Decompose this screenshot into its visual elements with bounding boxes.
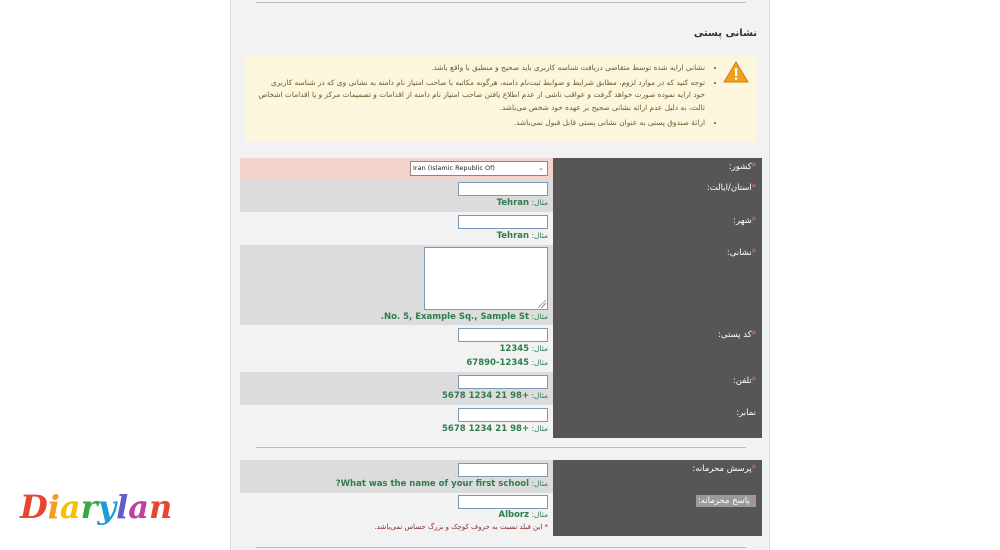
fax-input[interactable] (458, 408, 548, 422)
resize-grip-icon[interactable] (538, 300, 546, 308)
phone-label: *تلفن: (732, 376, 756, 386)
province-input[interactable] (458, 182, 548, 196)
case-insensitive-note: * این فیلد نسبت به حروف کوچک و بزرگ حساس نمی‌باشد. (374, 523, 548, 531)
warning-list (257, 62, 717, 132)
phone-example: مثال: +98 21 1234 5678 (442, 391, 548, 401)
city-label: *شهر: (733, 216, 756, 226)
diarylan-logo: Diarylan (20, 488, 173, 526)
chevron-down-icon: ⌄ (538, 164, 544, 172)
warning-triangle-icon (723, 61, 749, 83)
security-answer-example: مثال: Alborz (498, 510, 548, 520)
label-column (553, 460, 762, 536)
security-question-example: مثال: What was the name of your first school? (335, 479, 548, 489)
postal-code-input[interactable] (458, 328, 548, 342)
fax-row (240, 405, 553, 438)
warning-item: • ارائهٔ صندوق پستی به عنوان نشانی پستی قابل قبول نمی‌باشد. (257, 117, 705, 129)
warning-item: • نشانی ارایه شده توسط متقاضی دریافت شناسه کاربری باید صحیح و منطبق با واقع باشد. (257, 62, 705, 74)
province-label: *استان/ایالت: (706, 183, 756, 193)
city-row (240, 212, 553, 245)
province-example: مثال: Tehran (496, 198, 548, 208)
postal-code-label: *کد پستی: (718, 330, 756, 340)
phone-row (240, 372, 553, 405)
security-question-input[interactable] (458, 463, 548, 477)
security-question-label: *پرسش محرمانه: (692, 464, 756, 474)
phone-input[interactable] (458, 375, 548, 389)
security-form (240, 460, 762, 536)
address-label: *نشانی: (726, 248, 756, 258)
security-question-row (240, 460, 553, 493)
warning-box (245, 56, 757, 142)
fax-label: نمابر: (736, 408, 756, 418)
city-input[interactable] (458, 215, 548, 229)
address-row (240, 245, 553, 325)
section-title: نشانی پستی (693, 28, 757, 39)
divider (256, 447, 746, 448)
fax-example: مثال: +98 21 1234 5678 (442, 424, 548, 434)
address-example: مثال: No. 5, Example Sq., Sample St. (380, 312, 548, 322)
warning-item: • توجه کنید که در موارد لزوم، مطابق شرایط و ضوابط ثبت‌نام دامنه، هرگونه مکاتبه با صاحب امتیاز نام دامنه به نشانی وی که در شناسه کاربری خود ارایه نموده صورت خواهد گرفت و عواقب ناشی از عدم اطلاع یافتن صاحب امتیاز نام دامنه از اقدامات و تصمیمات مرکز و یا اقدامات اشخاص ثالث، به دلیل عدم ارائه نشانی صحیح بر عهده خود شخص می‌باشد. (257, 77, 705, 114)
address-textarea[interactable] (424, 247, 548, 310)
postal-code-example-1: مثال: 12345 (499, 344, 548, 354)
address-form (240, 158, 762, 438)
postal-code-example-2: مثال: 12345-67890 (466, 358, 548, 368)
security-answer-input[interactable] (458, 495, 548, 509)
divider (256, 2, 746, 3)
security-answer-label: *پاسخ محرمانه: (697, 496, 754, 506)
form-panel (230, 0, 770, 550)
security-answer-row (240, 493, 553, 536)
province-row (240, 179, 553, 212)
country-select[interactable]: Iran (Islamic Republic Of) ⌄ (410, 161, 548, 176)
divider (256, 547, 746, 548)
postal-code-row (240, 325, 553, 372)
city-example: مثال: Tehran (496, 231, 548, 241)
label-column (553, 158, 762, 438)
country-label: *کشور: (728, 162, 756, 172)
country-row (240, 158, 553, 179)
